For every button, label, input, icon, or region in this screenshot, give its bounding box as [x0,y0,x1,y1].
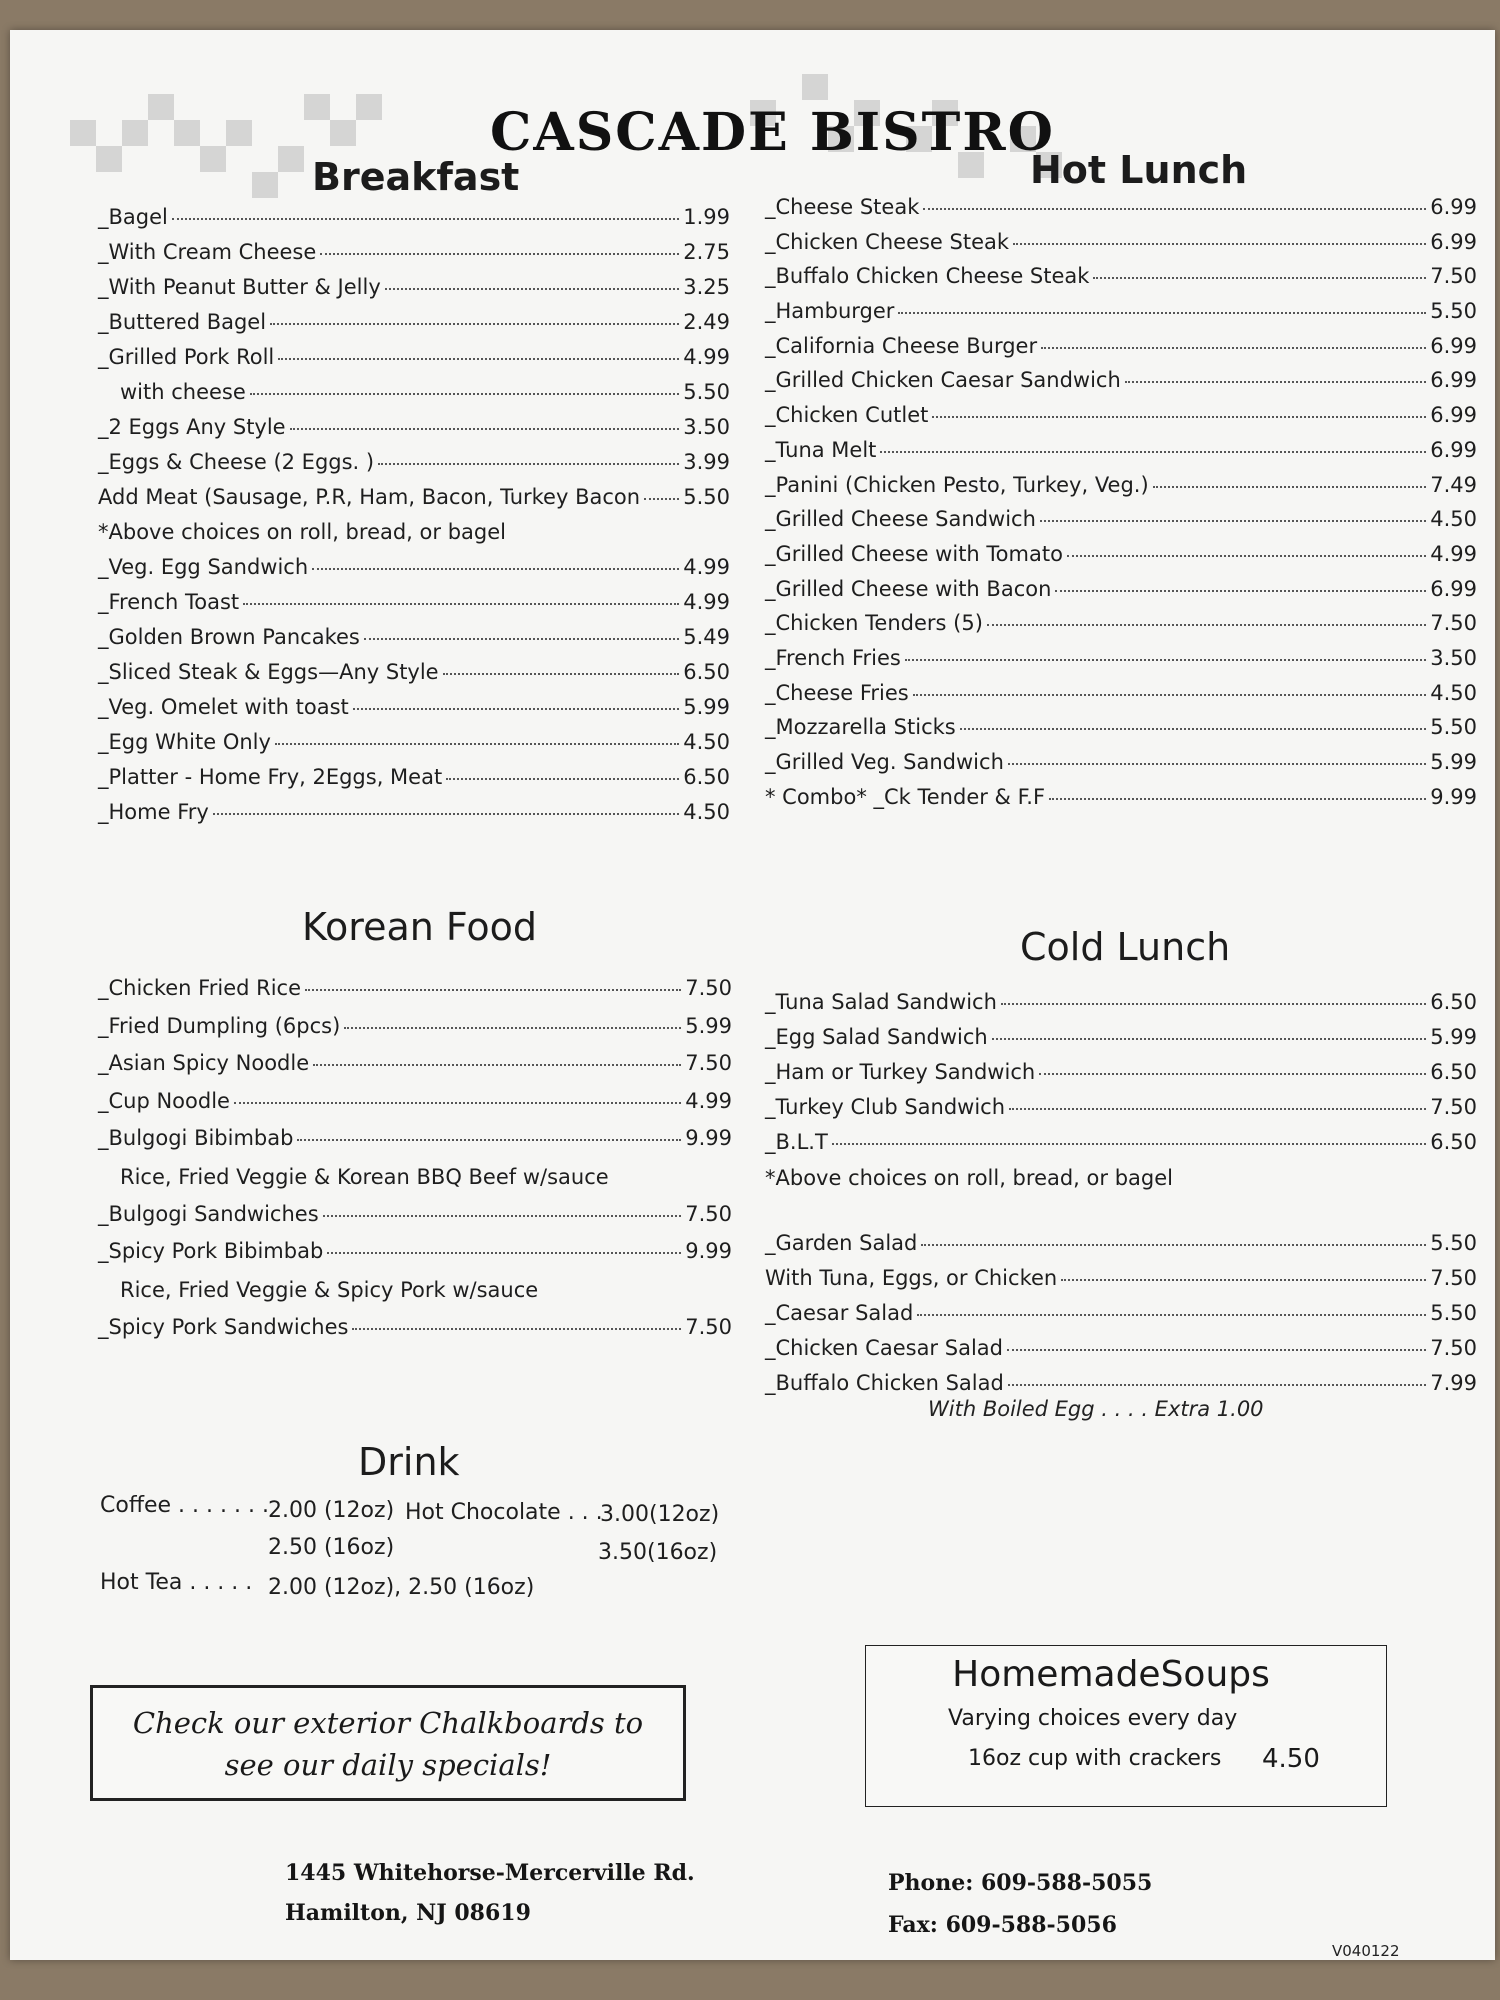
breakfast-item [98,655,730,690]
dot-leader [313,1064,681,1066]
breakfast-item-name: _Sliced Steak & Eggs—Any Style [98,660,439,684]
breakfast-item-name: _Veg. Omelet with toast [98,695,349,719]
breakfast-item-name: _Platter - Home Fry, 2Eggs, Meat [98,765,443,789]
hot-lunch-item-name: _Grilled Veg. Sandwich [765,750,1004,774]
soups-price: 4.50 [1262,1744,1320,1774]
dot-leader [1067,555,1426,557]
cold-lunch-item [765,1125,1477,1160]
hot-lunch-item-price: 5.99 [1430,750,1477,774]
hot-lunch-item-name: _Grilled Cheese with Tomato [765,541,1063,566]
dot-leader [353,708,679,710]
korean-food-list [98,970,732,1346]
korean-item [98,1008,732,1046]
cold-lunch-item-name: _Egg Salad Sandwich [765,1025,988,1049]
hot-lunch-item-price: 7.50 [1430,611,1477,636]
dot-leader [234,1102,681,1104]
hot-lunch-item-name: _French Fries [765,645,901,670]
korean-item [98,1083,732,1121]
korean-item [98,1196,732,1234]
hot-lunch-item-name: _Tuna Melt [765,437,877,462]
hot-lunch-item-name: * Combo* _Ck Tender & F.F [765,784,1046,809]
dot-leader [1049,798,1426,800]
korean-item-name: _Chicken Fried Rice [98,976,302,1000]
hot-lunch-item [765,641,1477,676]
hot-lunch-item-price: 7.49 [1430,472,1477,497]
hot-lunch-item-name: _Buffalo Chicken Cheese Steak [765,264,1090,289]
breakfast-item-price: 5.50 [683,380,730,404]
korean-item [98,1045,732,1083]
cold-lunch-list [765,985,1477,1401]
hot-lunch-item [765,468,1477,503]
hot-lunch-item-price: 4.50 [1430,680,1477,705]
hot-lunch-item [765,329,1477,364]
breakfast-item [98,235,730,270]
cold-lunch-item-name: _Tuna Salad Sandwich [765,990,997,1014]
hot-lunch-item-price: 5.50 [1430,715,1477,740]
drink-title: Drink [358,1440,460,1484]
address-line-1: 1445 Whitehorse-Mercerville Rd. [285,1860,695,1886]
hot-lunch-list [765,190,1477,814]
breakfast-item-price: 5.50 [683,485,730,509]
dot-leader [320,253,679,255]
hot-lunch-item [765,710,1477,745]
breakfast-item-price: 5.99 [683,695,730,719]
breakfast-item-name: _2 Eggs Any Style [98,415,286,439]
cold-lunch-item-price: 7.50 [1430,1095,1477,1119]
hot-lunch-item-price: 6.99 [1430,333,1477,358]
hot-lunch-item [765,502,1477,537]
dot-leader [1153,486,1427,488]
cold-lunch-item-price: 6.50 [1430,1060,1477,1084]
breakfast-item-price: 6.50 [683,660,730,684]
breakfast-item-price: 2.49 [683,310,730,334]
hot-lunch-item-price: 6.99 [1430,576,1477,601]
soups-line-1: Varying choices every day [948,1706,1238,1731]
hot-lunch-item-price: 6.99 [1430,368,1477,393]
dot-leader [1007,1349,1426,1351]
breakfast-item-price: 6.50 [683,765,730,789]
salad-item [765,1296,1477,1331]
hot-lunch-item [765,537,1477,572]
hot-lunch-item [765,363,1477,398]
salad-item-name: _Garden Salad [765,1231,918,1255]
korean-item-price: 5.99 [685,1013,732,1038]
dot-leader [880,451,1426,453]
breakfast-item [98,725,730,760]
breakfast-note: *Above choices on roll, bread, or bagel [98,520,506,544]
korean-food-title: Korean Food [302,905,538,949]
dot-leader [446,778,679,780]
coffee-12oz-price: 2.00 (12oz) [268,1498,395,1523]
korean-item-name: _Fried Dumpling (6pcs) [98,1013,341,1038]
breakfast-item-name: _Bagel [98,205,168,229]
hot-lunch-item [765,190,1477,225]
breakfast-item-price: 4.50 [683,730,730,754]
korean-item-name: _Bulgogi Sandwiches [98,1201,319,1226]
daily-specials-box [90,1685,686,1801]
dot-leader [1008,763,1426,765]
breakfast-item [98,480,730,515]
breakfast-item [98,410,730,445]
dot-leader [992,1038,1427,1040]
dot-leader [250,393,679,395]
dot-leader [270,323,679,325]
dot-leader [278,358,679,360]
breakfast-item [98,305,730,340]
coffee-16oz-price: 2.50 (16oz) [268,1535,395,1560]
cold-lunch-note: *Above choices on roll, bread, or bagel [765,1166,1173,1190]
hot-lunch-item-name: _California Cheese Burger [765,333,1038,358]
dot-leader [1041,347,1426,349]
cold-lunch-item-price: 6.50 [1430,1130,1477,1154]
salad-item [765,1331,1477,1366]
specials-line-1: Check our exterior Chalkboards to [132,1706,644,1740]
breakfast-item-price: 4.99 [683,345,730,369]
hot-lunch-item-name: _Chicken Tenders (5) [765,611,983,636]
breakfast-item-name: _With Cream Cheese [98,240,317,264]
breakfast-item-price: 4.99 [683,590,730,614]
hot-lunch-item [765,259,1477,294]
specials-line-2: see our daily specials! [224,1748,552,1782]
breakfast-item [98,200,730,235]
cold-lunch-item-name: _Ham or Turkey Sandwich [765,1060,1036,1084]
coffee-label: Coffee . . . . . . . [100,1493,269,1518]
breakfast-item-price: 2.75 [683,240,730,264]
dot-leader [297,1139,681,1141]
dot-leader [1013,243,1426,245]
korean-item-price: 7.50 [685,1051,732,1075]
dot-leader [443,673,680,675]
hot-chocolate-label: Hot Chocolate . . . [405,1500,603,1525]
dot-leader [987,624,1426,626]
hot-lunch-item-name: _Grilled Chicken Caesar Sandwich [765,368,1121,393]
dot-leader [917,1314,1426,1316]
korean-item-price: 7.50 [685,1314,732,1339]
hot-lunch-item-name: _Chicken Cheese Steak [765,229,1010,254]
dot-leader [312,568,679,570]
salad-item [765,1366,1477,1401]
hot-lunch-item-name: _Cheese Steak [765,195,920,219]
korean-item-price: 7.50 [685,1201,732,1226]
dot-leader [243,603,679,605]
dot-leader [1125,381,1426,383]
breakfast-item [98,445,730,480]
hot-lunch-item [765,294,1477,329]
breakfast-item-name: _French Toast [98,590,240,614]
breakfast-item-name: _Buttered Bagel [98,310,267,334]
hot-chocolate-12oz-price: 3.00(12oz) [600,1502,720,1527]
hot-lunch-item-name: _Mozzarella Sticks [765,715,956,740]
salad-item-name: _Chicken Caesar Salad [765,1336,1003,1360]
korean-item-name: _Spicy Pork Sandwiches [98,1314,349,1339]
hot-chocolate-16oz-price: 3.50(16oz) [598,1540,718,1565]
korean-item [98,1233,732,1271]
menu-paper [10,30,1495,1960]
dot-leader [305,989,681,991]
breakfast-item [98,585,730,620]
salad-item-name: _Caesar Salad [765,1301,914,1325]
korean-item-price: 9.99 [685,1126,732,1150]
dot-leader [344,1027,681,1029]
korean-item [98,1120,732,1158]
breakfast-item-price: 3.25 [683,275,730,299]
breakfast-item-price: 4.99 [683,555,730,579]
breakfast-item [98,340,730,375]
hot-lunch-item [765,572,1477,607]
dot-leader [832,1143,1426,1145]
breakfast-list [98,200,730,830]
dot-leader [1001,1003,1426,1005]
breakfast-item [98,550,730,585]
hot-lunch-item-name: _Panini (Chicken Pesto, Turkey, Veg.) [765,472,1149,497]
dot-leader [1009,1108,1426,1110]
version-code: V040122 [1332,1942,1400,1960]
dot-leader [323,1215,682,1217]
korean-item-name: _Spicy Pork Bibimbab [98,1239,324,1263]
dot-leader [275,743,679,745]
hot-lunch-item-price: 7.50 [1430,264,1477,289]
hot-lunch-item [765,225,1477,260]
breakfast-item [98,375,730,410]
hot-lunch-item-price: 6.99 [1430,437,1477,462]
breakfast-item-name: _Golden Brown Pancakes [98,625,360,649]
hot-lunch-item-price: 9.99 [1430,784,1477,809]
breakfast-item-name: Add Meat (Sausage, P.R, Ham, Bacon, Turkey Bacon [98,485,641,509]
dot-leader [213,813,679,815]
breakfast-item-price: 3.99 [683,450,730,474]
fax-number: Fax: 609-588-5056 [888,1912,1117,1938]
dot-leader [290,428,680,430]
dot-leader [327,1252,681,1254]
korean-item-name: _Cup Noodle [98,1088,230,1113]
korean-note-2: Rice, Fried Veggie & Spicy Pork w/sauce [120,1277,539,1302]
hot-lunch-title: Hot Lunch [1030,148,1248,192]
hot-tea-label: Hot Tea . . . . . [100,1570,253,1595]
korean-item [98,970,732,1008]
breakfast-item-name: _Eggs & Cheese (2 Eggs. ) [98,450,375,474]
hot-lunch-item-price: 5.50 [1430,299,1477,324]
cold-lunch-item-price: 5.99 [1430,1025,1477,1049]
hot-lunch-item-name: _Grilled Cheese with Bacon [765,576,1052,601]
dot-leader [364,638,679,640]
dot-leader [913,694,1427,696]
hot-lunch-item [765,780,1477,815]
soups-title: HomemadeSoups [952,1654,1270,1695]
hot-lunch-item [765,606,1477,641]
dot-leader [1040,520,1426,522]
hot-lunch-item-price: 4.50 [1430,507,1477,532]
breakfast-title: Breakfast [312,155,520,199]
salad-item-name: With Tuna, Eggs, or Chicken [765,1266,1058,1290]
hot-lunch-item [765,433,1477,468]
address-line-2: Hamilton, NJ 08619 [285,1900,531,1926]
boiled-egg-extra: With Boiled Egg . . . . Extra 1.00 [928,1397,1264,1421]
dot-leader [1039,1073,1426,1075]
dot-leader [1093,277,1426,279]
hot-lunch-item-name: _Hamburger [765,299,895,324]
korean-item-name: _Bulgogi Bibimbab [98,1126,294,1150]
cold-lunch-item-price: 6.50 [1430,990,1477,1014]
dot-leader [1055,590,1426,592]
phone-number: Phone: 609-588-5055 [888,1870,1153,1896]
salad-item [765,1226,1477,1261]
korean-item-name: _Asian Spicy Noodle [98,1051,310,1075]
breakfast-item-price: 5.49 [683,625,730,649]
dot-leader [898,312,1426,314]
dot-leader [923,208,1426,210]
hot-lunch-item-price: 6.99 [1430,195,1477,219]
dot-leader [921,1244,1426,1246]
cold-lunch-item [765,985,1477,1020]
dot-leader [1061,1279,1426,1281]
breakfast-item [98,270,730,305]
breakfast-item [98,620,730,655]
breakfast-item [98,795,730,830]
hot-lunch-item-name: _Cheese Fries [765,680,909,705]
breakfast-item-name: with cheese [120,380,246,404]
breakfast-item-name: _Veg. Egg Sandwich [98,555,309,579]
breakfast-item-name: _Home Fry [98,800,209,824]
hot-lunch-item-name: _Chicken Cutlet [765,403,929,428]
cold-lunch-item [765,1090,1477,1125]
salad-item-price: 7.50 [1430,1266,1477,1290]
korean-item-price: 9.99 [685,1239,732,1263]
dot-leader [932,416,1426,418]
breakfast-item-name: _With Peanut Butter & Jelly [98,275,381,299]
hot-tea-prices: 2.00 (12oz), 2.50 (16oz) [268,1575,535,1600]
cold-lunch-item [765,1020,1477,1055]
homemade-soups-box [865,1645,1387,1807]
hot-lunch-item [765,398,1477,433]
hot-lunch-item-price: 6.99 [1430,403,1477,428]
hot-lunch-item-name: _Grilled Cheese Sandwich [765,507,1036,532]
dot-leader [378,463,679,465]
breakfast-item-price: 1.99 [683,205,730,229]
korean-item-price: 7.50 [685,976,732,1000]
hot-lunch-item-price: 4.99 [1430,541,1477,566]
dot-leader [385,288,679,290]
hot-lunch-item [765,745,1477,780]
breakfast-item-price: 3.50 [683,415,730,439]
cold-lunch-item [765,1055,1477,1090]
breakfast-item-price: 4.50 [683,800,730,824]
dot-leader [172,218,679,220]
dot-leader [905,659,1426,661]
salad-item [765,1261,1477,1296]
dot-leader [960,728,1427,730]
korean-item [98,1309,732,1347]
breakfast-item-name: _Egg White Only [98,730,271,754]
cold-lunch-item-name: _B.L.T [765,1130,828,1154]
breakfast-item [98,760,730,795]
hot-lunch-item-price: 3.50 [1430,645,1477,670]
hot-lunch-item-price: 6.99 [1430,229,1477,254]
dot-leader [644,498,679,500]
salad-item-name: _Buffalo Chicken Salad [765,1371,1004,1395]
hot-lunch-item [765,676,1477,711]
dot-leader [1008,1384,1426,1386]
breakfast-item-name: _Grilled Pork Roll [98,345,275,369]
soups-line-2: 16oz cup with crackers [968,1746,1222,1771]
salad-item-price: 7.99 [1430,1371,1477,1395]
restaurant-title: CASCADE BISTRO [490,102,1055,163]
salad-item-price: 5.50 [1430,1231,1477,1255]
cold-lunch-title: Cold Lunch [1020,925,1231,969]
salad-item-price: 7.50 [1430,1336,1477,1360]
breakfast-item [98,690,730,725]
korean-item-price: 4.99 [685,1088,732,1113]
cold-lunch-item-name: _Turkey Club Sandwich [765,1095,1006,1119]
dot-leader [352,1328,681,1330]
korean-note-1: Rice, Fried Veggie & Korean BBQ Beef w/sauce [120,1164,609,1189]
salad-item-price: 5.50 [1430,1301,1477,1325]
